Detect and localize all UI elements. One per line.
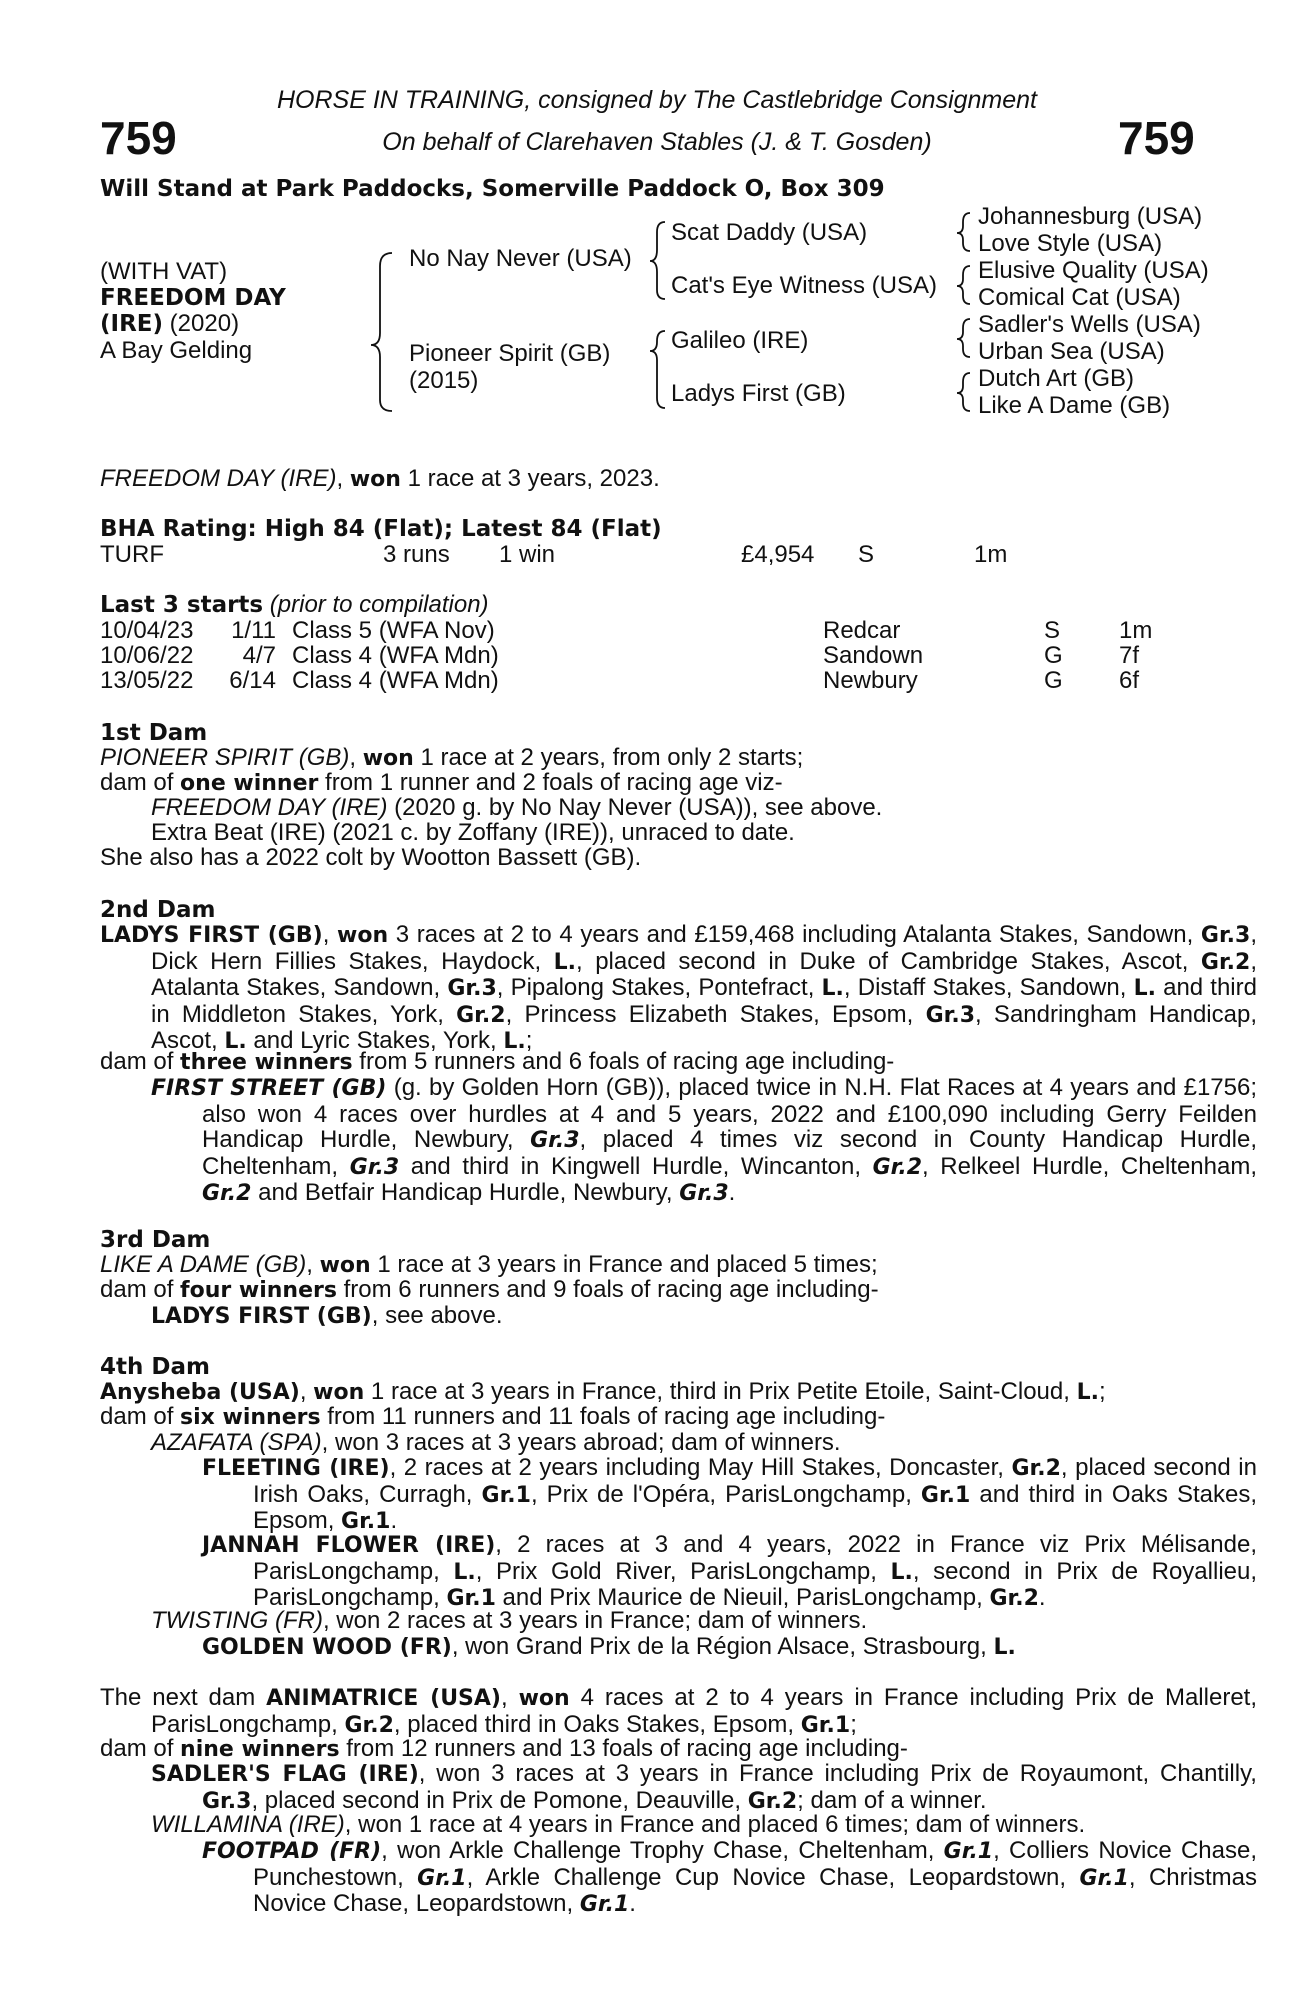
dam2-foal-first-street <box>151 1075 1257 1207</box>
pedigree-ggs-4: Dutch Art (GB) <box>978 365 1135 392</box>
text-run: four winners <box>180 1278 337 1303</box>
dam4-grandfoal-jannah-flower <box>202 1532 1257 1612</box>
lot-number-left: 759 <box>100 112 177 164</box>
dam1-name: PIONEER SPIRIT (GB) <box>100 744 350 771</box>
last-starts-note: (prior to compilation) <box>269 591 489 618</box>
text-run: WILLAMINA (IRE) <box>151 1811 345 1838</box>
last-start-pos: 4/7 <box>242 642 276 669</box>
text-run: Gr.3 <box>447 976 497 1001</box>
text-run: , 2 races at 2 years including May Hill Stakes, Doncaster, <box>389 1454 1012 1481</box>
text-run: Gr.1 <box>920 1482 971 1508</box>
text-run: , placed third in Oaks Stakes, Epsom, <box>393 1710 801 1738</box>
dam1-line1 <box>100 745 803 771</box>
text-run: Gr.3 <box>530 1128 580 1153</box>
horse-country: (IRE) <box>100 311 164 337</box>
text-run: ANIMATRICE (USA) <box>266 1686 501 1711</box>
text-run: Gr.1 <box>943 1839 994 1864</box>
text-run: , Prix Gold River, ParisLongchamp, <box>475 1557 891 1585</box>
text-run: dam of <box>100 1403 181 1430</box>
text-run: , won 3 races at 3 years abroad; dam of winners. <box>321 1429 841 1456</box>
dam1-line2 <box>100 770 783 796</box>
text-run: AZAFATA (SPA) <box>151 1429 322 1456</box>
text-run: L. <box>503 1029 526 1054</box>
dam3-heading: 3rd Dam <box>100 1227 211 1253</box>
dam1-line4: Extra Beat (IRE) (2021 c. by Zoffany (IRE)), unraced to date. <box>151 819 795 846</box>
summary-text: 1 race at 3 years, 2023. <box>400 465 660 492</box>
last-start-date: 10/04/23 <box>100 617 194 644</box>
text-run: 1 race at 3 years in France, third in Prix Petite Etoile, Saint-Cloud, <box>364 1378 1077 1405</box>
dam3-produce <box>100 1277 1206 1304</box>
dam1-foal1-info: (2020 g. by No Nay Never (USA)), see above. <box>387 794 883 821</box>
text-run: 4 races at 2 to 4 years in France including Prix de Malleret, ParisLongchamp, <box>151 1684 1257 1738</box>
text-run: , Relkeel Hurdle, Cheltenham, <box>922 1152 1258 1180</box>
text-run: (g. by Golden Horn (GB)), placed twice in N.H. Flat Races at 4 years and £1756; also won 4 races over hurdles at 4 and 5 years, 2022 and £100,090 including Gerry Feilden Handicap Hurdle, Newbury, <box>202 1074 1258 1153</box>
summary-won: won <box>349 467 401 492</box>
text-run: nine winners <box>180 1737 340 1762</box>
last-starts-heading <box>100 592 489 618</box>
text-run: TWISTING (FR) <box>151 1607 323 1634</box>
text-run: , 2 races at 3 and 4 years, 2022 in France viz Prix Mélisande, ParisLongchamp, <box>253 1531 1257 1585</box>
horse-year: (2020) <box>163 310 240 337</box>
last-start-cls: Class 4 (WFA Mdn) <box>292 667 499 694</box>
text-run: , Distaff Stakes, Sandown, <box>843 974 1134 1001</box>
text-run: . <box>728 1179 736 1206</box>
dam1-foal1-name: FREEDOM DAY (IRE) <box>151 794 388 821</box>
text-run: . <box>390 1507 398 1534</box>
text-run: , placed 4 times viz second in County Handicap Hurdle, Cheltenham, <box>202 1126 1258 1180</box>
text-run: Gr.2 <box>989 1586 1039 1611</box>
text-run: ; <box>850 1710 857 1738</box>
text-run: Gr.3 <box>202 1788 252 1814</box>
consignment-line: HORSE IN TRAINING, consigned by The Castlebridge Consignment <box>276 86 1038 114</box>
text-run: , won 2 races at 3 years in France; dam of winners. <box>322 1607 868 1634</box>
pedigree-ggd-1: Love Style (USA) <box>978 230 1163 257</box>
text-run: LIKE A DAME (GB) <box>100 1251 307 1278</box>
dam1-record: 1 race at 2 years, from only 2 starts; <box>413 744 804 771</box>
last-start-course: Sandown <box>823 642 924 669</box>
dam4-produce <box>100 1404 1206 1431</box>
text-run: ; <box>1098 1378 1106 1405</box>
pedigree-ggs-1: Johannesburg (USA) <box>978 203 1203 230</box>
dam2-heading: 2nd Dam <box>100 897 216 923</box>
dam3-foal-ladys-first <box>151 1303 1206 1330</box>
last-start-cls: Class 5 (WFA Nov) <box>292 617 495 644</box>
dam1-heading: 1st Dam <box>100 720 208 746</box>
pedigree-sire-dam: Cat's Eye Witness (USA) <box>671 272 937 299</box>
rating-runs: 3 runs <box>383 541 450 568</box>
last-start-course: Redcar <box>823 617 901 644</box>
last-starts-title: Last 3 starts <box>100 592 264 618</box>
pedigree-ggs-2: Elusive Quality (USA) <box>978 257 1209 284</box>
dam4-record <box>100 1379 1206 1406</box>
text-run: Gr.2 <box>1011 1456 1061 1481</box>
text-run: dam of <box>100 1048 181 1075</box>
text-run: , won Grand Prix de la Région Alsace, Strasbourg, <box>451 1633 994 1660</box>
rating-distance: 1m <box>974 541 1008 568</box>
last-start-pos: 1/11 <box>231 617 276 644</box>
pedigree-dam-sire: Galileo (IRE) <box>671 327 809 354</box>
next-dam-grandfoal-footpad <box>202 1838 1257 1918</box>
text-run: LADYS FIRST (GB) <box>100 923 323 948</box>
text-run: and third in Kingwell Hurdle, Wincanton, <box>399 1152 873 1180</box>
text-run: Gr.1 <box>481 1482 531 1508</box>
last-start-pos: 6/14 <box>229 667 276 694</box>
dam4-heading: 4th Dam <box>100 1354 210 1380</box>
text-run: from 11 runners and 11 foals of racing age including- <box>320 1403 886 1430</box>
pedigree-dam-dam: Ladys First (GB) <box>671 380 846 407</box>
rating-wins: 1 win <box>499 541 556 568</box>
text-run: Gr.3 <box>349 1154 400 1180</box>
text-run: won <box>337 923 389 948</box>
text-run: , Colliers Novice Chase, Punchestown, <box>253 1837 1257 1891</box>
text-run: Gr.1 <box>1079 1865 1129 1891</box>
last-start-cls: Class 4 (WFA Mdn) <box>292 642 499 669</box>
text-run: L. <box>1076 1380 1099 1405</box>
text-run: from 6 runners and 9 foals of racing age including- <box>336 1276 879 1303</box>
rating-earnings: £4,954 <box>741 541 815 568</box>
dam2-produce <box>100 1049 1206 1076</box>
last-start-going: S <box>1044 617 1061 644</box>
text-run: dam of <box>100 1276 181 1303</box>
dam1-winners: one winner <box>180 771 319 796</box>
last-start-course: Newbury <box>823 667 918 694</box>
text-run: , Princess Elizabeth Stakes, Epsom, <box>505 1000 926 1028</box>
last-start-date: 10/06/22 <box>100 642 194 669</box>
pedigree-ggd-4: Like A Dame (GB) <box>978 392 1171 419</box>
text-run: , Dick Hern Fillies Stakes, Haydock, <box>151 921 1257 975</box>
dam1-line3 <box>151 795 882 820</box>
text-run: , Prix de l'Opéra, ParisLongchamp, <box>530 1480 921 1508</box>
dam2-record <box>100 922 1257 1055</box>
text-run: Gr.3 <box>925 1002 976 1028</box>
text-run: and third in Oaks Stakes, Epsom, <box>253 1480 1257 1534</box>
text-run: , see above. <box>371 1302 503 1329</box>
text-run: Gr.2 <box>747 1788 798 1814</box>
text-run: , <box>322 921 337 948</box>
text-run: dam of <box>100 1735 181 1762</box>
stand-location: Will Stand at Park Paddocks, Somerville Paddock O, Box 309 <box>100 176 885 202</box>
text-run: , Atalanta Stakes, Sandown, <box>151 947 1257 1001</box>
text-run: , Arkle Challenge Cup Novice Chase, Leopardstown, <box>466 1863 1080 1891</box>
text-run: , placed second in Prix de Pomone, Deauville, <box>251 1786 748 1814</box>
dam4-grandfoal-fleeting <box>202 1455 1257 1535</box>
text-run: L. <box>890 1559 913 1585</box>
text-run: won <box>313 1380 365 1405</box>
text-run: Gr.1 <box>579 1892 630 1917</box>
text-run: Gr.3 <box>679 1181 729 1206</box>
text-run: , <box>299 1378 314 1405</box>
text-run: ; <box>525 1027 533 1054</box>
text-run: from 5 runners and 6 foals of racing age including- <box>352 1048 895 1075</box>
dam1-runners: from 1 runner and 2 foals of racing age viz- <box>318 769 783 796</box>
text-run: , <box>501 1684 519 1711</box>
text-run: won <box>319 1253 371 1278</box>
race-summary: FREEDOM DAY (IRE), won 1 race at 3 years, 2023. <box>100 465 660 492</box>
vat-note: (WITH VAT) <box>100 258 228 285</box>
next-dam-record <box>100 1685 1257 1738</box>
text-run: . <box>1038 1584 1046 1611</box>
last-start-going: G <box>1044 667 1063 694</box>
text-run: Gr.1 <box>446 1586 496 1611</box>
pedigree-dam-year: (2015) <box>409 367 479 394</box>
text-run: , placed second in Duke of Cambridge Stakes, Ascot, <box>576 947 1201 975</box>
text-run: L. <box>821 976 844 1001</box>
lot-number-right: 759 <box>1118 112 1195 164</box>
bha-rating: BHA Rating: High 84 (Flat); Latest 84 (Flat) <box>100 516 662 542</box>
text-run: JANNAH FLOWER (IRE) <box>202 1533 496 1558</box>
text-run: Gr.1 <box>417 1865 467 1891</box>
last-start-going: G <box>1044 642 1063 669</box>
pedigree-sire: No Nay Never (USA) <box>409 245 632 272</box>
text-run: The next dam <box>100 1684 267 1711</box>
text-run: GOLDEN WOOD (FR) <box>202 1635 452 1660</box>
next-dam-foal-sadlers-flag <box>151 1761 1257 1814</box>
next-dam-produce <box>100 1736 1206 1763</box>
summary-horse-name: FREEDOM DAY (IRE) <box>100 465 337 492</box>
text-run: won <box>518 1686 570 1711</box>
text-run: and third in Middleton Stakes, York, <box>151 974 1257 1028</box>
text-run: , won Arkle Challenge Trophy Chase, Cheltenham, <box>381 1837 944 1864</box>
text-run: , won 1 race at 4 years in France and placed 6 times; dam of winners. <box>344 1811 1086 1838</box>
text-run: 3 races at 2 to 4 years and £159,468 including Atalanta Stakes, Sandown, <box>388 921 1201 948</box>
text-run: Gr.2 <box>344 1712 394 1738</box>
text-run: and Betfair Handicap Hurdle, Newbury, <box>251 1179 680 1206</box>
dam4-foal-azafata <box>151 1430 1206 1456</box>
dam1-sep: , <box>349 744 363 771</box>
text-run: Gr.1 <box>800 1712 851 1738</box>
text-run: LADYS FIRST (GB) <box>151 1304 372 1329</box>
dam1-damof: dam of <box>100 769 181 796</box>
last-start-dist: 6f <box>1119 667 1140 694</box>
text-run: , won 3 races at 3 years in France including Prix de Royaumont, Chantilly, <box>418 1760 1257 1787</box>
last-start-dist: 1m <box>1119 617 1153 644</box>
vendor-line: On behalf of Clarehaven Stables (J. & T. Gosden) <box>382 128 932 156</box>
text-run: ; dam of a winner. <box>797 1786 987 1814</box>
pedigree-ggd-2: Comical Cat (USA) <box>978 284 1181 311</box>
last-start-date: 13/05/22 <box>100 667 194 694</box>
horse-name: FREEDOM DAY <box>100 285 286 311</box>
dam1-line5: She also has a 2022 colt by Wootton Bassett (GB). <box>100 844 642 871</box>
text-run: L. <box>453 1559 476 1585</box>
text-run: six winners <box>180 1405 321 1430</box>
text-run: Gr.1 <box>341 1509 391 1534</box>
text-run: , Pipalong Stakes, Pontefract, <box>496 974 822 1001</box>
text-run: 1 race at 3 years in France and placed 5 times; <box>370 1251 878 1278</box>
dam1-won: won <box>362 746 414 771</box>
rating-going: S <box>858 541 875 568</box>
text-run: , <box>306 1251 320 1278</box>
text-run: L. <box>993 1635 1016 1660</box>
text-run: FLEETING (IRE) <box>202 1456 390 1481</box>
rating-surface: TURF <box>100 541 164 568</box>
text-run: , Sandringham Handicap, Ascot, <box>151 1000 1258 1054</box>
pedigree-dam: Pioneer Spirit (GB) <box>409 340 611 367</box>
text-run: and Lyric Stakes, York, <box>246 1027 504 1054</box>
horse-description: A Bay Gelding <box>100 337 253 364</box>
text-run: FOOTPAD (FR) <box>202 1839 382 1864</box>
next-dam-foal-willamina <box>151 1812 1206 1838</box>
text-run: L. <box>1133 976 1156 1001</box>
text-run: , Christmas Novice Chase, Leopardstown, <box>253 1863 1257 1917</box>
dam3-record <box>100 1252 1206 1279</box>
text-run: L. <box>224 1029 247 1054</box>
text-run: Gr.2 <box>1200 949 1251 975</box>
last-start-dist: 7f <box>1119 642 1140 669</box>
pedigree-ggd-3: Urban Sea (USA) <box>978 338 1165 365</box>
pedigree-ggs-3: Sadler's Wells (USA) <box>978 311 1201 338</box>
text-run: SADLER'S FLAG (IRE) <box>151 1762 419 1787</box>
text-run: FIRST STREET (GB) <box>151 1076 387 1101</box>
text-run: . <box>629 1890 636 1917</box>
text-run: , placed second in Irish Oaks, Curragh, <box>253 1454 1257 1508</box>
text-run: and Prix Maurice de Nieuil, ParisLongchamp, <box>495 1584 990 1611</box>
text-run: Gr.2 <box>456 1002 506 1028</box>
text-run: three winners <box>180 1050 353 1075</box>
text-run: Anysheba (USA) <box>100 1380 300 1405</box>
text-run: Gr.2 <box>202 1181 252 1206</box>
text-run: from 12 runners and 13 foals of racing age including- <box>339 1735 908 1762</box>
text-run: , second in Prix de Royallieu, ParisLongchamp, <box>253 1557 1258 1611</box>
dam4-grandfoal-golden-wood <box>202 1634 1206 1661</box>
pedigree-sire-sire: Scat Daddy (USA) <box>671 219 868 246</box>
text-run: Gr.3 <box>1200 923 1251 948</box>
text-run: L. <box>553 949 577 975</box>
text-run: Gr.2 <box>872 1154 923 1180</box>
dam4-foal-twisting <box>151 1608 1206 1634</box>
